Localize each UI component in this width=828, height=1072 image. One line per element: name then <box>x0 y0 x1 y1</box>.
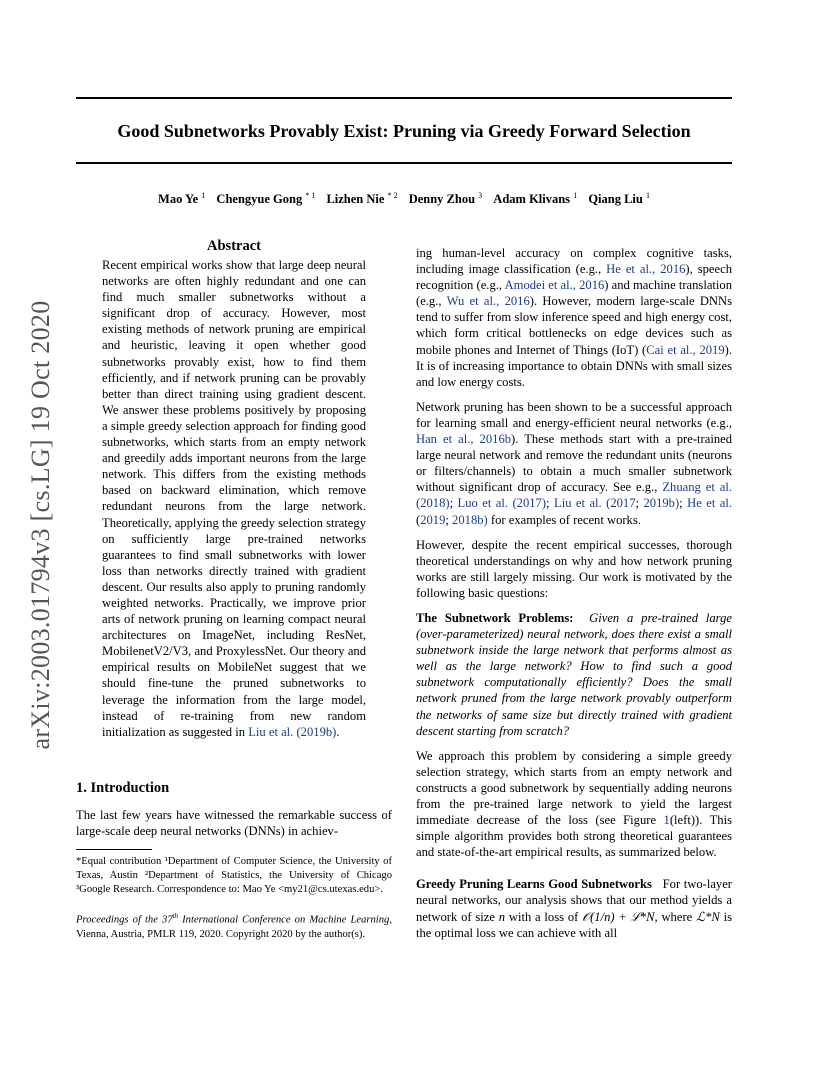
abstract-heading: Abstract <box>207 238 261 254</box>
author: Chengyue Gong $^{* 1}$ <box>216 190 316 206</box>
paragraph: ing human-level accuracy on complex cognitive tasks, including image classification (e.g., He et al., 2016), speech recognition (e.g., Amodei et al., 2016) and machine translation (e.g., Wu et al., 2016). However, modern large-scale DNNs tend to suffer from slow inference speed and high energy cost, which form critical bottlenecks on edge devices such as mobile phones and Internet of Things (IoT) (Cai et al., 2019). It is of increasing importance to obtain DNNs with small sizes and low energy costs. <box>416 246 733 389</box>
paper-title: Good Subnetworks Provably Exist: Pruning via Greedy Forward Selection <box>117 121 691 141</box>
citation-link[interactable]: 2019b) <box>643 496 680 511</box>
paragraph-subnetwork-problems: The Subnetwork Problems: Given a pre-trained large (over-parameterized) neural network, does there exist a small subnetwork inside the large network that performs almost as well as the large network? How to find such a good subnetwork computationally efficiently? Does the small network pruned from the large network provably outperform the networks of same size but directly trained with gradient descent starting from scratch? <box>416 610 733 738</box>
citation-link[interactable]: Wu et al., 2016 <box>446 294 530 309</box>
paragraph: However, despite the recent empirical successes, thorough theoretical understandings on why and how network pruning works are still largely missing. Our work is motivated by the following basic questions: <box>416 537 732 600</box>
author: Qiang Liu $^1$ <box>588 190 650 206</box>
citation-link[interactable]: He et al., 2016 <box>606 262 686 277</box>
title-rule-top <box>76 97 732 99</box>
author: Mao Ye $^1$ <box>158 190 206 206</box>
citation-link[interactable]: He et al. <box>687 496 733 511</box>
author: Denny Zhou $^3$ <box>408 190 483 206</box>
proceedings-note: Proceedings of the 37th International Conference on Machine Learning, Vienna, Austria, PMLR 119, 2020. Copyright 2020 by the author(s). <box>76 912 392 940</box>
right-column <box>416 245 732 950</box>
left-column <box>76 237 392 942</box>
intro-paragraph: The last few years have witnessed the remarkable success of large-scale deep neural networks (DNNs) in achiev- <box>76 807 392 838</box>
footnote-rule <box>76 849 152 850</box>
citation-link[interactable]: Zhuang et al. (2018) <box>416 480 732 511</box>
citation-link[interactable]: 2019 <box>420 512 446 527</box>
paragraph-greedy-pruning: Greedy Pruning Learns Good Subnetworks For two-layer neural networks, our analysis shows that our method yields a network of size n with a loss of 𝒪(1/n) + ℒ*N, where ℒ*N is the optimal loss we can achieve with all <box>416 877 733 940</box>
citation-link[interactable]: Liu et al. (2017 <box>554 496 636 511</box>
citation-link[interactable]: Han et al., 2016b <box>416 432 512 447</box>
paragraph: Network pruning has been shown to be a successful approach for learning small and energy-efficient neural networks (e.g., Han et al., 2016b). These methods start with a pre-trained large neural network and remove the redundant units (neurons or filters/channels) to obtain a much smaller subnetwork without significant drop of accuracy. See e.g., Zhuang et al. (2018); Luo et al. (2017); Liu et al. (2017; 2019b); He et al. (2019; 2018b) for examples of recent works. <box>416 399 733 527</box>
citation-link[interactable]: Luo et al. (2017) <box>457 496 547 511</box>
title-rule-bottom <box>76 162 732 164</box>
footnote: *Equal contribution ¹Department of Computer Science, the University of Texas, Austin ²Department of Statistics, the University of Chicago ³Google Research. Correspondence to: Mao Ye <my21@cs.utexas.edu>. <box>76 856 392 895</box>
citation-link[interactable]: Cai et al., 2019 <box>646 342 725 357</box>
citation-link[interactable]: Liu et al. (2019b) <box>248 724 337 739</box>
author-list <box>76 190 732 208</box>
author: Adam Klivans $^1$ <box>493 190 578 206</box>
figure-link[interactable]: 1 <box>663 813 670 828</box>
arxiv-side-label: arXiv:2003.01794v3 [cs.LG] 19 Oct 2020 <box>26 300 55 750</box>
citation-link[interactable]: 2018b) <box>452 512 488 527</box>
paragraph: We approach this problem by considering a simple greedy selection strategy, which starts from an empty network and constructs a good subnetwork by sequentially adding neurons from the pre-trained large network to yield the largest immediate decrease of the loss (see Figure 1(left)). This simple algorithm provides both strong theoretical guarantees and state-of-the-art empirical results, as summarized below. <box>416 748 733 860</box>
abstract-body: Recent empirical works show that large deep neural networks are often highly redundant and one can find much smaller subnetworks without a significant drop of accuracy. However, most existing methods of network pruning are empirical and heuristic, leaving it open whether good subnetworks provably exist, how to find them efficiently, and if network pruning can be provably better than direct training using gradient descent. We answer these problems positively by proposing a simple greedy selection approach for finding good subnetworks, which starts from an empty network and greedily adds important neurons from the large network. This differs from the existing methods based on backward elimination, which remove redundant neurons from the large network. Theoretically, applying the greedy selection strategy on sufficiently large pre-trained networks guarantees to find small subnetworks with lower loss than networks directly trained with gradient descent. Our results also apply to pruning randomly weighted networks. Practically, we improve prior arts of network pruning on learning compact neural architectures on ImageNet, including ResNet, MobilenetV2/V3, and ProxylessNet. Our theory and empirical results on MobileNet suggest that we should fine-tune the pruned subnetworks to leverage the information from the large model, instead of re-training from new random initialization as suggested in Liu et al. (2019b). <box>102 258 366 739</box>
citation-link[interactable]: Amodei et al., 2016 <box>504 278 605 293</box>
section-heading-introduction: 1. Introduction <box>76 779 170 796</box>
author: Lizhen Nie $^{* 2}$ <box>326 190 398 206</box>
